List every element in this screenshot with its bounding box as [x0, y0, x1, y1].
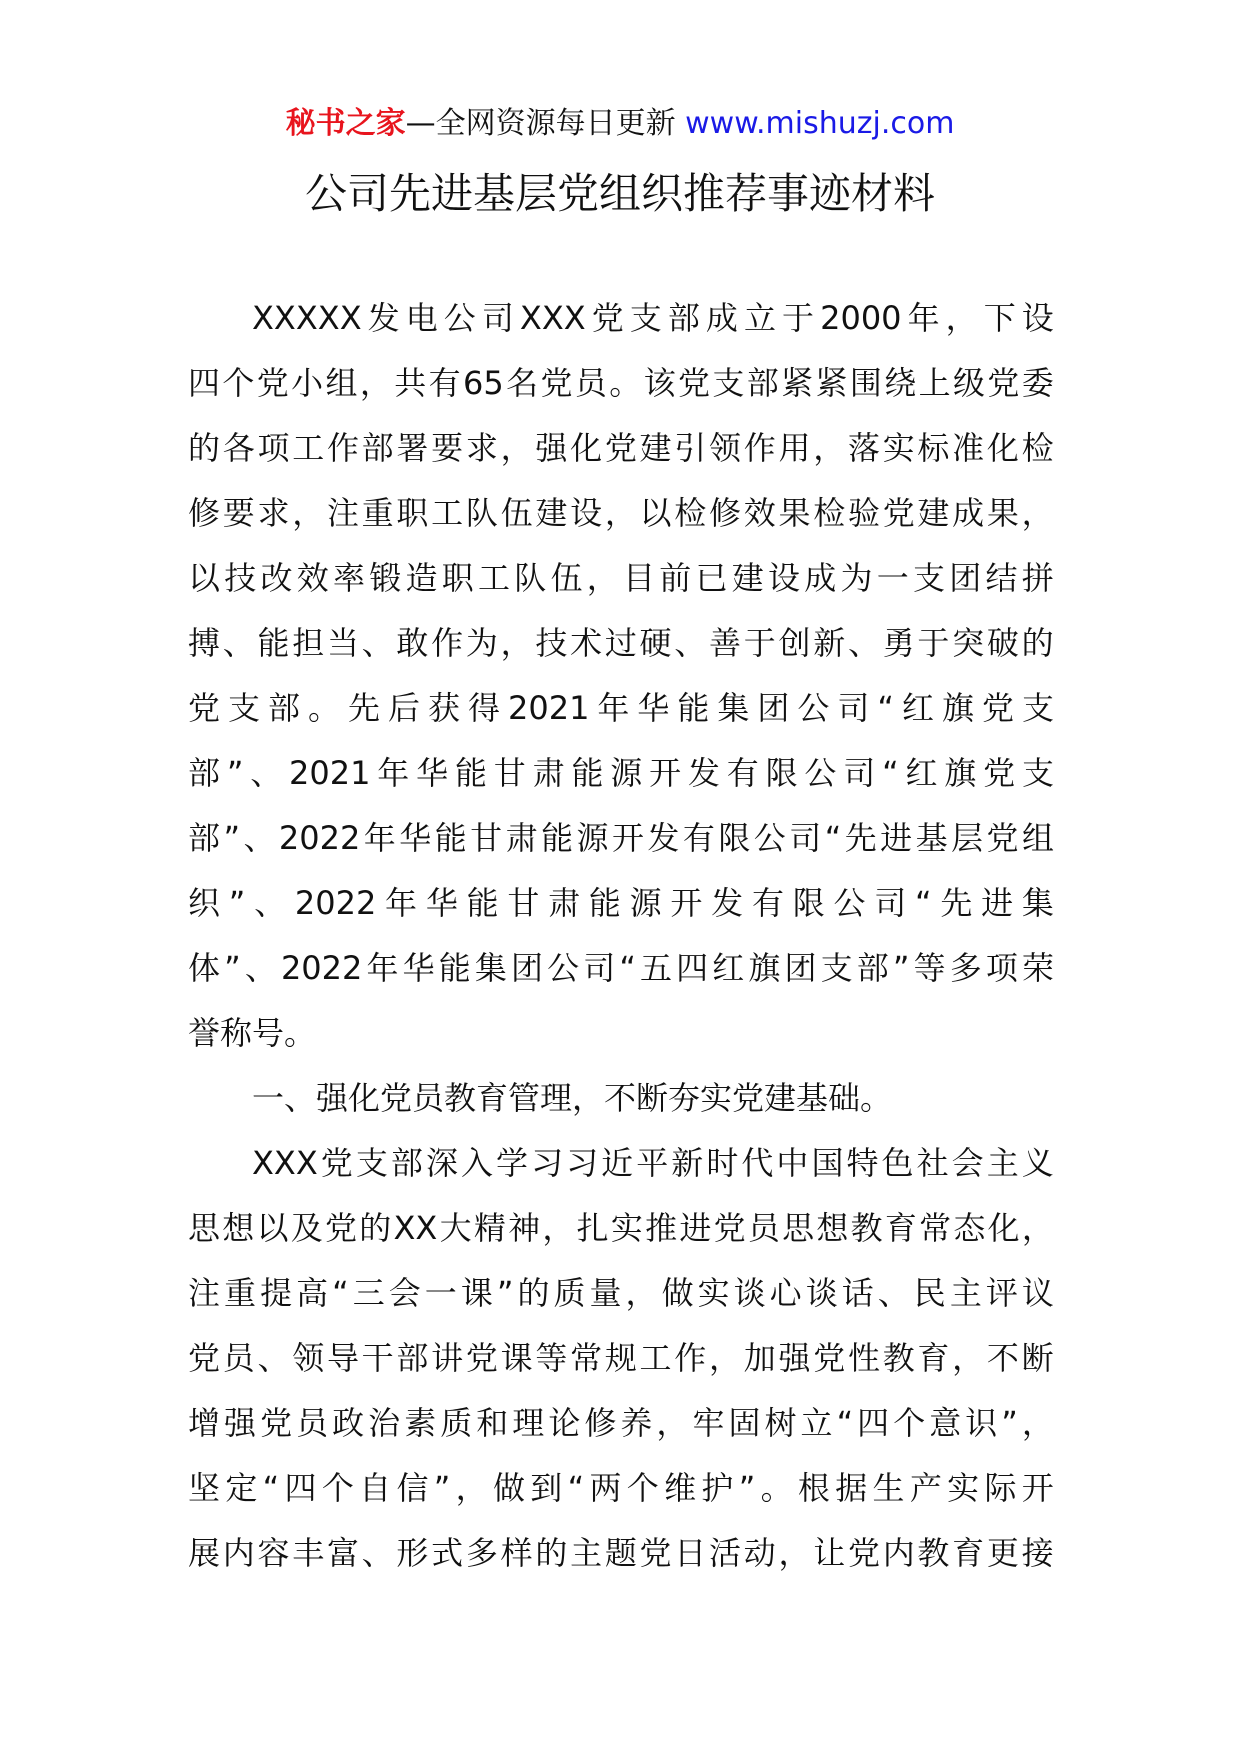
paragraph-line: 四 个 党 小 组 ， 共 有 65 名 党 员 。 该 党 支 部 紧 紧 围 绕 上 级 党 委: [188, 364, 1054, 402]
paragraph-line: 坚 定 “ 四 个 自 信 ” ， 做 到 “ 两 个 维 护 ” 。 根 据 生 产 实 际 开: [188, 1469, 1054, 1507]
paragraph-line: 以 技 改 效 率 锻 造 职 工 队 伍 ， 目 前 已 建 设 成 为 一 支 团 结 拼: [188, 559, 1054, 597]
paragraph-line: 搏 、 能 担 当 、 敢 作 为 ， 技 术 过 硬 、 善 于 创 新 、 勇 于 突 破 的: [188, 624, 1054, 662]
paragraph-line: 的 各 项 工 作 部 署 要 求 ， 强 化 党 建 引 领 作 用 ， 落 实 标 准 化 检: [188, 429, 1054, 467]
paragraph-line: 誉称号。: [188, 1014, 317, 1052]
paragraph-line: 展 内 容 丰 富 、 形 式 多 样 的 主 题 党 日 活 动 ， 让 党 内 教 育 更 接: [188, 1534, 1054, 1572]
paragraph-line: 注 重 提 高 “ 三 会 一 课 ” 的 质 量 ， 做 实 谈 心 谈 话 、 民 主 评 议: [188, 1274, 1054, 1312]
site-header: [0, 104, 1240, 144]
paragraph-line: XXXXX 发 电 公 司 XXX 党 支 部 成 立 于 2000 年 ， 下 设: [252, 299, 1054, 337]
paragraph-line: XXX 党 支 部 深 入 学 习 习 近 平 新 时 代 中 国 特 色 社 会 主 义: [252, 1144, 1054, 1182]
paragraph-line: 增 强 党 员 政 治 素 质 和 理 论 修 养 ， 牢 固 树 立 “ 四 个 意 识 ” ，: [188, 1404, 1054, 1442]
site-url-link[interactable]: www.mishuzj.com: [685, 106, 955, 141]
paragraph-line: 党 员 、 领 导 干 部 讲 党 课 等 常 规 工 作 ， 加 强 党 性 教 育 ， 不 断: [188, 1339, 1054, 1377]
paragraph-line: 织 ” 、 2022 年 华 能 甘 肃 能 源 开 发 有 限 公 司 “ 先 进 集: [188, 884, 1054, 922]
paragraph-line: 体 ” 、 2022 年 华 能 集 团 公 司 “ 五 四 红 旗 团 支 部 ” 等 多 项 荣: [188, 949, 1054, 987]
document-title: 公司先进基层党组织推荐事迹材料: [304, 169, 935, 218]
paragraph-line: 修 要 求 ， 注 重 职 工 队 伍 建 设 ， 以 检 修 效 果 检 验 党 建 成 果 ，: [188, 494, 1054, 532]
paragraph-line: 思 想 以 及 党 的 XX 大 精 神 ， 扎 实 推 进 党 员 思 想 教 育 常 态 化 ，: [188, 1209, 1054, 1247]
section-heading: 一、强化党员教育管理，不断夯实党建基础。: [252, 1079, 893, 1117]
paragraph-line: 部 ” 、 2021 年 华 能 甘 肃 能 源 开 发 有 限 公 司 “ 红 旗 党 支: [188, 754, 1054, 792]
paragraph-line: 部 ” 、 2022 年 华 能 甘 肃 能 源 开 发 有 限 公 司 “ 先 进 基 层 党 组: [188, 819, 1054, 857]
site-tagline: —全网资源每日更新: [405, 106, 686, 141]
document-body: [188, 286, 1054, 1586]
site-brand: 秘书之家: [285, 106, 406, 141]
paragraph-line: 党 支 部 。 先 后 获 得 2021 年 华 能 集 团 公 司 “ 红 旗 党 支: [188, 689, 1054, 727]
